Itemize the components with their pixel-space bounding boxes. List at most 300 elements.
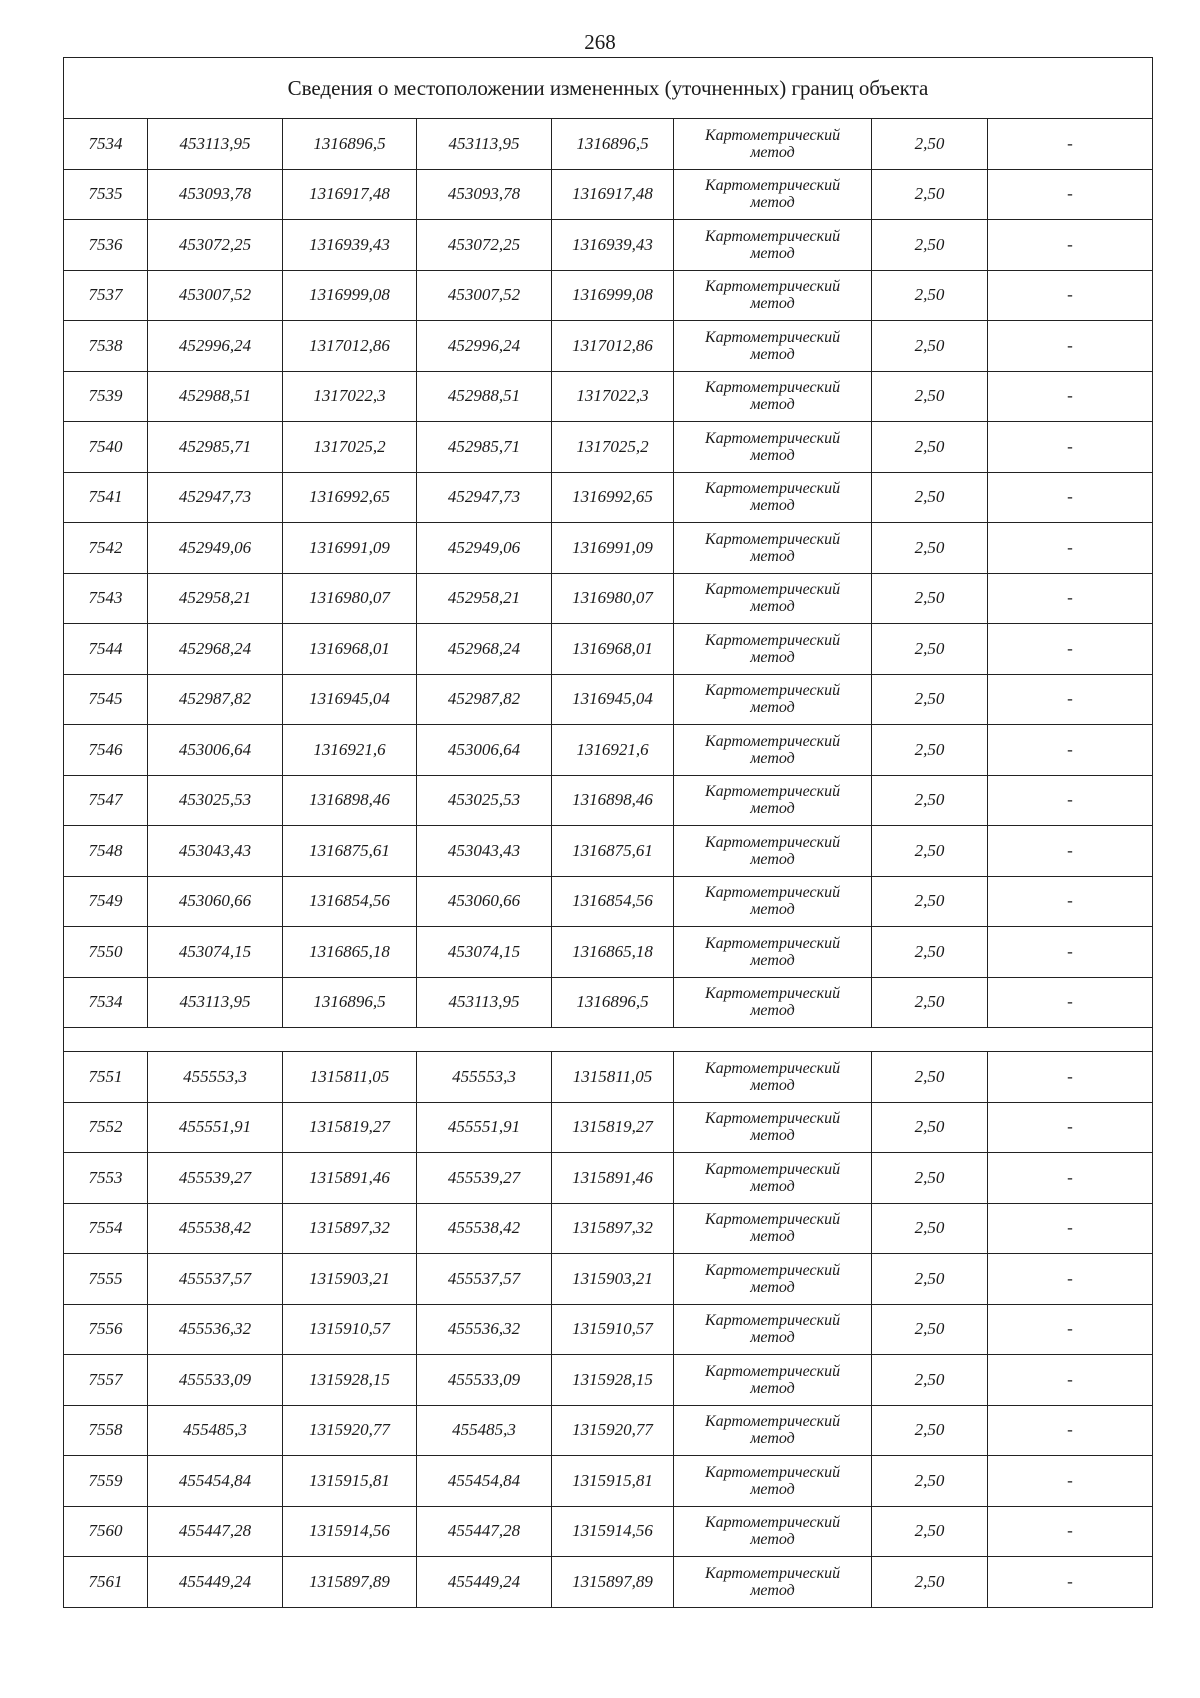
note-cell: - <box>988 169 1153 220</box>
existing-x-cell: 452947,73 <box>148 472 283 523</box>
table-row <box>64 725 1153 776</box>
method-line-2: метод <box>750 1002 795 1020</box>
method-line-2: метод <box>750 1127 795 1145</box>
method-cell <box>674 1203 872 1254</box>
method-line-2: метод <box>750 143 795 161</box>
existing-x-cell: 455447,28 <box>148 1506 283 1557</box>
existing-y-cell: 1316991,09 <box>283 523 417 574</box>
accuracy-cell: 2,50 <box>872 270 988 321</box>
point-number-cell: 7561 <box>64 1557 148 1608</box>
table-row <box>64 1153 1153 1204</box>
accuracy-cell: 2,50 <box>872 1203 988 1254</box>
method-line-2: метод <box>750 295 795 313</box>
note-cell: - <box>988 119 1153 170</box>
accuracy-cell: 2,50 <box>872 169 988 220</box>
table-row <box>64 826 1153 877</box>
note-cell: - <box>988 1456 1153 1507</box>
accuracy-cell: 2,50 <box>872 1557 988 1608</box>
accuracy-cell: 2,50 <box>872 523 988 574</box>
note-cell: - <box>988 422 1153 473</box>
point-number-cell: 7544 <box>64 624 148 675</box>
method-cell <box>674 422 872 473</box>
existing-x-cell: 455539,27 <box>148 1153 283 1204</box>
point-number-cell: 7548 <box>64 826 148 877</box>
method-cell <box>674 1102 872 1153</box>
refined-y-cell: 1315897,32 <box>552 1203 674 1254</box>
boundary-coordinates-table <box>63 57 1153 1608</box>
existing-y-cell: 1315914,56 <box>283 1506 417 1557</box>
refined-x-cell: 452968,24 <box>417 624 552 675</box>
method-cell <box>674 927 872 978</box>
method-line-1: Картометрический <box>704 1514 841 1532</box>
method-line-2: метод <box>750 1329 795 1347</box>
method-line-1: Картометрический <box>704 177 841 195</box>
refined-x-cell: 453072,25 <box>417 220 552 271</box>
existing-y-cell: 1315891,46 <box>283 1153 417 1204</box>
method-cell <box>674 321 872 372</box>
method-line-1: Картометрический <box>704 530 841 548</box>
existing-x-cell: 452985,71 <box>148 422 283 473</box>
method-cell <box>674 1506 872 1557</box>
point-number-cell: 7537 <box>64 270 148 321</box>
method-line-1: Картометрический <box>704 1059 841 1077</box>
refined-x-cell: 453113,95 <box>417 119 552 170</box>
method-cell <box>674 1456 872 1507</box>
accuracy-cell: 2,50 <box>872 371 988 422</box>
existing-x-cell: 452988,51 <box>148 371 283 422</box>
refined-y-cell: 1315811,05 <box>552 1052 674 1103</box>
method-line-1: Картометрический <box>704 1362 841 1380</box>
method-line-2: метод <box>750 1480 795 1498</box>
method-line-2: метод <box>750 547 795 565</box>
method-line-1: Картометрический <box>704 480 841 498</box>
accuracy-cell: 2,50 <box>872 1153 988 1204</box>
method-line-2: метод <box>750 1430 795 1448</box>
accuracy-cell: 2,50 <box>872 876 988 927</box>
existing-x-cell: 455538,42 <box>148 1203 283 1254</box>
point-number-cell: 7559 <box>64 1456 148 1507</box>
existing-y-cell: 1315897,32 <box>283 1203 417 1254</box>
method-line-2: метод <box>750 800 795 818</box>
refined-x-cell: 453006,64 <box>417 725 552 776</box>
accuracy-cell: 2,50 <box>872 1052 988 1103</box>
table-row <box>64 119 1153 170</box>
note-cell: - <box>988 624 1153 675</box>
boundary-table-container <box>63 57 1152 1608</box>
method-line-2: метод <box>750 598 795 616</box>
existing-y-cell: 1316992,65 <box>283 472 417 523</box>
method-line-1: Картометрический <box>704 429 841 447</box>
note-cell: - <box>988 1153 1153 1204</box>
existing-x-cell: 455449,24 <box>148 1557 283 1608</box>
accuracy-cell: 2,50 <box>872 1456 988 1507</box>
accuracy-cell: 2,50 <box>872 1355 988 1406</box>
point-number-cell: 7535 <box>64 169 148 220</box>
refined-y-cell: 1316945,04 <box>552 674 674 725</box>
point-number-cell: 7550 <box>64 927 148 978</box>
method-cell <box>674 624 872 675</box>
refined-y-cell: 1315891,46 <box>552 1153 674 1204</box>
method-line-1: Картометрический <box>704 227 841 245</box>
point-number-cell: 7560 <box>64 1506 148 1557</box>
accuracy-cell: 2,50 <box>872 977 988 1028</box>
table-row <box>64 1102 1153 1153</box>
method-line-1: Картометрический <box>704 278 841 296</box>
table-title-row <box>64 58 1153 119</box>
point-number-cell: 7558 <box>64 1405 148 1456</box>
method-cell <box>674 674 872 725</box>
note-cell: - <box>988 1355 1153 1406</box>
refined-y-cell: 1315914,56 <box>552 1506 674 1557</box>
refined-y-cell: 1316968,01 <box>552 624 674 675</box>
existing-x-cell: 453113,95 <box>148 119 283 170</box>
method-cell <box>674 1355 872 1406</box>
accuracy-cell: 2,50 <box>872 1506 988 1557</box>
note-cell: - <box>988 725 1153 776</box>
method-cell <box>674 826 872 877</box>
contour-separator-cell <box>64 1028 1153 1052</box>
existing-y-cell: 1316939,43 <box>283 220 417 271</box>
method-line-1: Картометрический <box>704 1564 841 1582</box>
note-cell: - <box>988 1052 1153 1103</box>
refined-y-cell: 1316865,18 <box>552 927 674 978</box>
table-row <box>64 422 1153 473</box>
accuracy-cell: 2,50 <box>872 775 988 826</box>
accuracy-cell: 2,50 <box>872 422 988 473</box>
existing-y-cell: 1316980,07 <box>283 573 417 624</box>
method-line-2: метод <box>750 345 795 363</box>
table-row <box>64 876 1153 927</box>
point-number-cell: 7546 <box>64 725 148 776</box>
accuracy-cell: 2,50 <box>872 119 988 170</box>
point-number-cell: 7549 <box>64 876 148 927</box>
method-line-1: Картометрический <box>704 581 841 599</box>
table-title: Сведения о местоположении измененных (уточненных) границ объекта <box>64 58 1153 119</box>
point-number-cell: 7534 <box>64 977 148 1028</box>
existing-y-cell: 1316999,08 <box>283 270 417 321</box>
table-row <box>64 1355 1153 1406</box>
refined-x-cell: 455536,32 <box>417 1304 552 1355</box>
table-row <box>64 1254 1153 1305</box>
existing-x-cell: 453007,52 <box>148 270 283 321</box>
refined-x-cell: 453007,52 <box>417 270 552 321</box>
accuracy-cell: 2,50 <box>872 624 988 675</box>
method-line-1: Картометрический <box>704 126 841 144</box>
note-cell: - <box>988 1506 1153 1557</box>
note-cell: - <box>988 1203 1153 1254</box>
note-cell: - <box>988 523 1153 574</box>
point-number-cell: 7554 <box>64 1203 148 1254</box>
method-cell <box>674 169 872 220</box>
existing-x-cell: 455454,84 <box>148 1456 283 1507</box>
refined-y-cell: 1316854,56 <box>552 876 674 927</box>
method-line-1: Картометрический <box>704 985 841 1003</box>
refined-y-cell: 1317022,3 <box>552 371 674 422</box>
existing-x-cell: 452987,82 <box>148 674 283 725</box>
existing-y-cell: 1315897,89 <box>283 1557 417 1608</box>
table-row <box>64 220 1153 271</box>
point-number-cell: 7542 <box>64 523 148 574</box>
refined-y-cell: 1315897,89 <box>552 1557 674 1608</box>
method-cell <box>674 977 872 1028</box>
refined-x-cell: 453060,66 <box>417 876 552 927</box>
existing-y-cell: 1316945,04 <box>283 674 417 725</box>
refined-y-cell: 1315928,15 <box>552 1355 674 1406</box>
table-row <box>64 169 1153 220</box>
point-number-cell: 7555 <box>64 1254 148 1305</box>
refined-y-cell: 1315819,27 <box>552 1102 674 1153</box>
table-row <box>64 472 1153 523</box>
refined-x-cell: 455454,84 <box>417 1456 552 1507</box>
method-line-1: Картометрический <box>704 682 841 700</box>
refined-y-cell: 1315915,81 <box>552 1456 674 1507</box>
table-row <box>64 523 1153 574</box>
method-line-2: метод <box>750 1581 795 1599</box>
method-cell <box>674 1254 872 1305</box>
note-cell: - <box>988 977 1153 1028</box>
point-number-cell: 7551 <box>64 1052 148 1103</box>
accuracy-cell: 2,50 <box>872 472 988 523</box>
accuracy-cell: 2,50 <box>872 1102 988 1153</box>
table-row <box>64 321 1153 372</box>
note-cell: - <box>988 1254 1153 1305</box>
existing-x-cell: 452968,24 <box>148 624 283 675</box>
point-number-cell: 7538 <box>64 321 148 372</box>
method-line-1: Картометрический <box>704 1211 841 1229</box>
method-cell <box>674 523 872 574</box>
note-cell: - <box>988 1304 1153 1355</box>
table-row <box>64 371 1153 422</box>
existing-x-cell: 453060,66 <box>148 876 283 927</box>
point-number-cell: 7553 <box>64 1153 148 1204</box>
method-line-2: метод <box>750 1076 795 1094</box>
existing-x-cell: 453113,95 <box>148 977 283 1028</box>
note-cell: - <box>988 371 1153 422</box>
table-row <box>64 927 1153 978</box>
method-line-1: Картометрический <box>704 934 841 952</box>
method-line-1: Картометрический <box>704 1110 841 1128</box>
table-row <box>64 674 1153 725</box>
existing-x-cell: 453006,64 <box>148 725 283 776</box>
refined-y-cell: 1316896,5 <box>552 119 674 170</box>
table-row <box>64 1506 1153 1557</box>
existing-x-cell: 455533,09 <box>148 1355 283 1406</box>
accuracy-cell: 2,50 <box>872 573 988 624</box>
method-line-2: метод <box>750 648 795 666</box>
method-cell <box>674 725 872 776</box>
existing-x-cell: 455536,32 <box>148 1304 283 1355</box>
method-line-2: метод <box>750 850 795 868</box>
existing-y-cell: 1315910,57 <box>283 1304 417 1355</box>
refined-y-cell: 1315903,21 <box>552 1254 674 1305</box>
method-line-2: метод <box>750 1278 795 1296</box>
table-row <box>64 270 1153 321</box>
existing-y-cell: 1316865,18 <box>283 927 417 978</box>
method-line-2: метод <box>750 194 795 212</box>
refined-x-cell: 453025,53 <box>417 775 552 826</box>
table-row <box>64 1052 1153 1103</box>
table-row <box>64 977 1153 1028</box>
method-line-1: Картометрический <box>704 328 841 346</box>
method-line-1: Картометрический <box>704 1160 841 1178</box>
refined-x-cell: 453043,43 <box>417 826 552 877</box>
existing-x-cell: 452996,24 <box>148 321 283 372</box>
accuracy-cell: 2,50 <box>872 1304 988 1355</box>
existing-y-cell: 1316896,5 <box>283 119 417 170</box>
note-cell: - <box>988 927 1153 978</box>
refined-y-cell: 1317025,2 <box>552 422 674 473</box>
method-line-2: метод <box>750 244 795 262</box>
method-cell <box>674 876 872 927</box>
refined-x-cell: 455449,24 <box>417 1557 552 1608</box>
method-cell <box>674 220 872 271</box>
refined-x-cell: 455551,91 <box>417 1102 552 1153</box>
accuracy-cell: 2,50 <box>872 927 988 978</box>
point-number-cell: 7552 <box>64 1102 148 1153</box>
note-cell: - <box>988 573 1153 624</box>
existing-y-cell: 1315903,21 <box>283 1254 417 1305</box>
point-number-cell: 7547 <box>64 775 148 826</box>
method-line-1: Картометрический <box>704 1413 841 1431</box>
existing-x-cell: 453025,53 <box>148 775 283 826</box>
method-line-2: метод <box>750 497 795 515</box>
method-line-2: метод <box>750 1228 795 1246</box>
point-number-cell: 7539 <box>64 371 148 422</box>
method-line-2: метод <box>750 396 795 414</box>
refined-y-cell: 1317012,86 <box>552 321 674 372</box>
existing-x-cell: 452958,21 <box>148 573 283 624</box>
existing-x-cell: 453093,78 <box>148 169 283 220</box>
refined-x-cell: 452987,82 <box>417 674 552 725</box>
note-cell: - <box>988 321 1153 372</box>
note-cell: - <box>988 1405 1153 1456</box>
note-cell: - <box>988 220 1153 271</box>
table-row <box>64 1304 1153 1355</box>
point-number-cell: 7541 <box>64 472 148 523</box>
note-cell: - <box>988 775 1153 826</box>
method-line-1: Картометрический <box>704 379 841 397</box>
existing-x-cell: 453043,43 <box>148 826 283 877</box>
method-line-1: Картометрический <box>704 732 841 750</box>
page-number: 268 <box>584 30 616 54</box>
refined-y-cell: 1315910,57 <box>552 1304 674 1355</box>
table-row <box>64 573 1153 624</box>
refined-x-cell: 453093,78 <box>417 169 552 220</box>
existing-y-cell: 1316968,01 <box>283 624 417 675</box>
existing-x-cell: 452949,06 <box>148 523 283 574</box>
refined-y-cell: 1316898,46 <box>552 775 674 826</box>
method-line-2: метод <box>750 699 795 717</box>
existing-y-cell: 1315819,27 <box>283 1102 417 1153</box>
note-cell: - <box>988 826 1153 877</box>
refined-y-cell: 1316980,07 <box>552 573 674 624</box>
existing-x-cell: 455537,57 <box>148 1254 283 1305</box>
method-line-2: метод <box>750 901 795 919</box>
table-row <box>64 1203 1153 1254</box>
note-cell: - <box>988 876 1153 927</box>
table-row <box>64 1456 1153 1507</box>
existing-y-cell: 1317012,86 <box>283 321 417 372</box>
existing-y-cell: 1315920,77 <box>283 1405 417 1456</box>
method-line-2: метод <box>750 1531 795 1549</box>
refined-x-cell: 455553,3 <box>417 1052 552 1103</box>
existing-x-cell: 455553,3 <box>148 1052 283 1103</box>
point-number-cell: 7536 <box>64 220 148 271</box>
table-row <box>64 775 1153 826</box>
refined-x-cell: 453074,15 <box>417 927 552 978</box>
note-cell: - <box>988 1102 1153 1153</box>
existing-x-cell: 453074,15 <box>148 927 283 978</box>
method-cell <box>674 270 872 321</box>
method-line-1: Картометрический <box>704 1463 841 1481</box>
refined-y-cell: 1316939,43 <box>552 220 674 271</box>
accuracy-cell: 2,50 <box>872 674 988 725</box>
point-number-cell: 7543 <box>64 573 148 624</box>
refined-y-cell: 1316896,5 <box>552 977 674 1028</box>
method-line-1: Картометрический <box>704 833 841 851</box>
method-cell <box>674 371 872 422</box>
refined-y-cell: 1316875,61 <box>552 826 674 877</box>
method-cell <box>674 1405 872 1456</box>
method-cell <box>674 573 872 624</box>
method-line-1: Картометрический <box>704 1312 841 1330</box>
method-line-2: метод <box>750 1379 795 1397</box>
contour-separator-row <box>64 1028 1153 1052</box>
table-row <box>64 624 1153 675</box>
method-cell <box>674 1304 872 1355</box>
note-cell: - <box>988 1557 1153 1608</box>
refined-y-cell: 1316921,6 <box>552 725 674 776</box>
existing-x-cell: 455551,91 <box>148 1102 283 1153</box>
accuracy-cell: 2,50 <box>872 826 988 877</box>
refined-x-cell: 455447,28 <box>417 1506 552 1557</box>
refined-y-cell: 1316917,48 <box>552 169 674 220</box>
accuracy-cell: 2,50 <box>872 1254 988 1305</box>
existing-x-cell: 453072,25 <box>148 220 283 271</box>
point-number-cell: 7540 <box>64 422 148 473</box>
accuracy-cell: 2,50 <box>872 321 988 372</box>
refined-x-cell: 455538,42 <box>417 1203 552 1254</box>
table-row <box>64 1405 1153 1456</box>
existing-y-cell: 1316921,6 <box>283 725 417 776</box>
refined-y-cell: 1316999,08 <box>552 270 674 321</box>
point-number-cell: 7556 <box>64 1304 148 1355</box>
refined-x-cell: 453113,95 <box>417 977 552 1028</box>
method-cell <box>674 1153 872 1204</box>
method-cell <box>674 775 872 826</box>
refined-x-cell: 452988,51 <box>417 371 552 422</box>
method-line-2: метод <box>750 446 795 464</box>
refined-x-cell: 455537,57 <box>417 1254 552 1305</box>
existing-y-cell: 1315811,05 <box>283 1052 417 1103</box>
point-number-cell: 7545 <box>64 674 148 725</box>
table-row <box>64 1557 1153 1608</box>
method-line-1: Картометрический <box>704 884 841 902</box>
method-cell <box>674 472 872 523</box>
method-cell <box>674 119 872 170</box>
existing-y-cell: 1315928,15 <box>283 1355 417 1406</box>
note-cell: - <box>988 674 1153 725</box>
method-line-2: метод <box>750 1177 795 1195</box>
existing-y-cell: 1315915,81 <box>283 1456 417 1507</box>
refined-y-cell: 1316992,65 <box>552 472 674 523</box>
existing-y-cell: 1316898,46 <box>283 775 417 826</box>
refined-y-cell: 1316991,09 <box>552 523 674 574</box>
method-line-1: Картометрический <box>704 631 841 649</box>
note-cell: - <box>988 472 1153 523</box>
refined-x-cell: 455485,3 <box>417 1405 552 1456</box>
point-number-cell: 7534 <box>64 119 148 170</box>
